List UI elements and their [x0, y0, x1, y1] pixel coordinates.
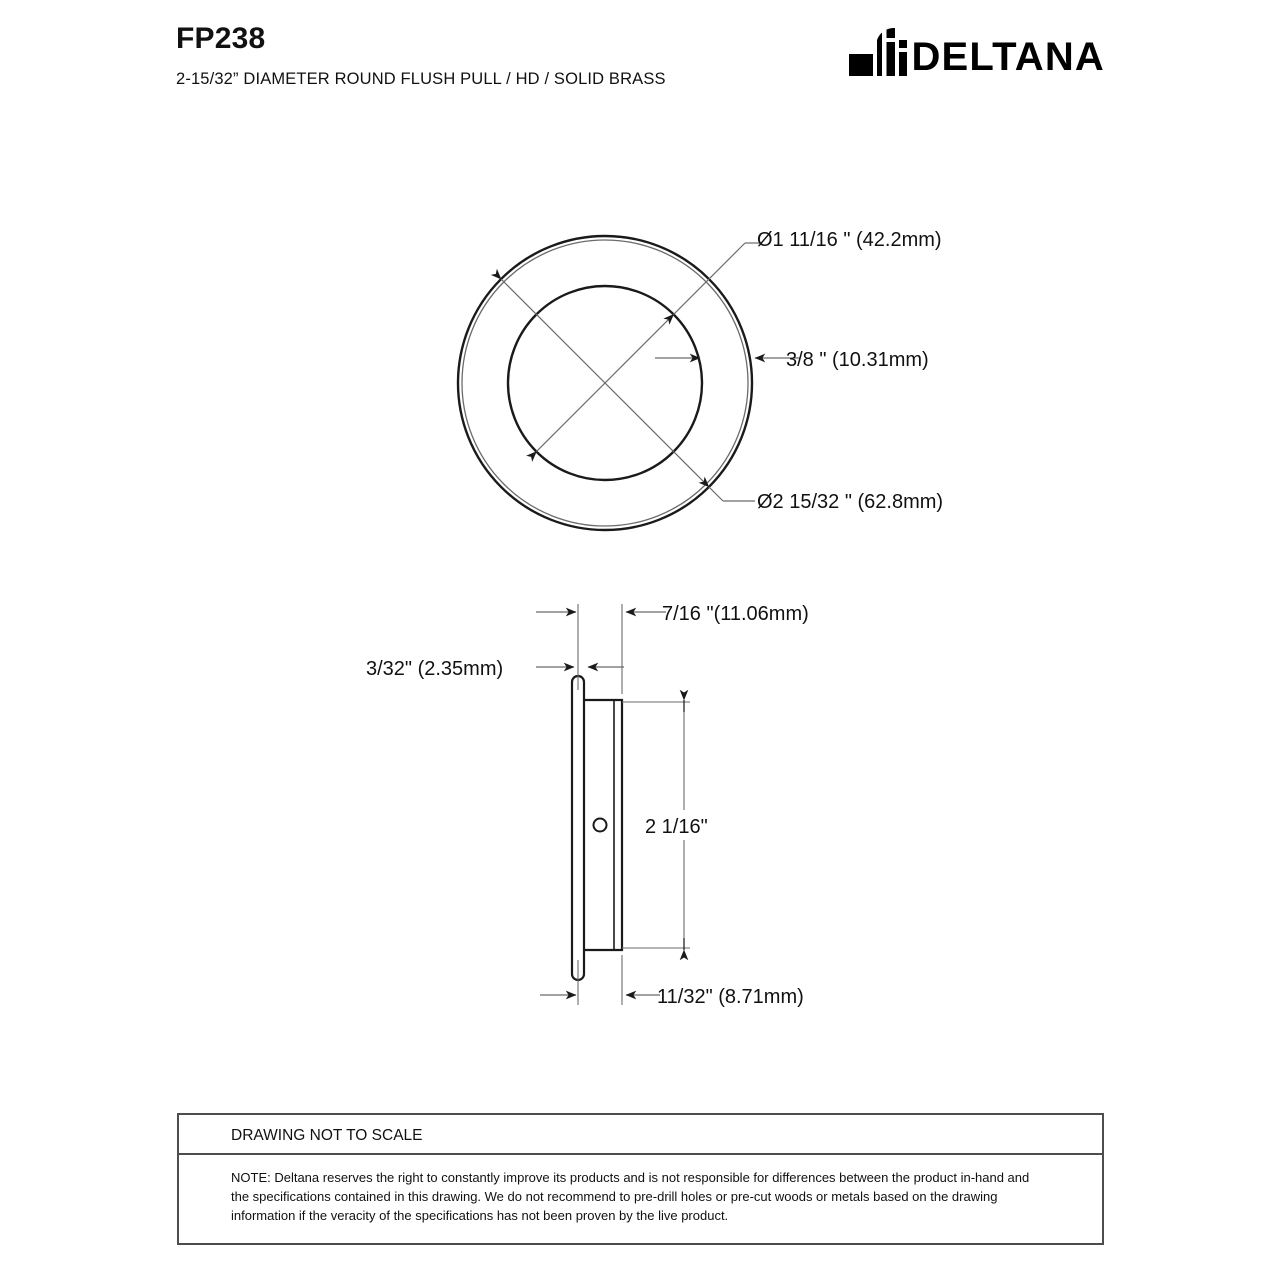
product-description: 2-15/32” DIAMETER ROUND FLUSH PULL / HD / SOLID BRASS [176, 70, 666, 88]
note-box-title: DRAWING NOT TO SCALE [231, 1127, 423, 1144]
outer-diameter-dimension [501, 279, 943, 513]
inner-diameter-dimension [536, 229, 941, 452]
cup-depth-dimension [536, 603, 809, 625]
lip-offset-label: 11/32" (8.71mm) [657, 986, 804, 1008]
note-box-line-2: the specifications contained in this drawing. We do not recommend to pre-drill holes or pre-cut woods or metals based on the drawing [231, 1189, 998, 1204]
body-height-label: 2 1/16" [645, 816, 708, 838]
mounting-hole [594, 819, 607, 832]
flange-plate-profile [572, 676, 584, 980]
flange-thickness-label: 3/32" (2.35mm) [366, 658, 504, 680]
cup-depth-label: 7/16 "(11.06mm) [662, 603, 809, 625]
side-view-geometry [572, 676, 622, 980]
note-box-line-1: NOTE: Deltana reserves the right to constantly improve its products and is not responsible for differences between the product in-hand and [231, 1170, 1030, 1185]
note-box [178, 1114, 1103, 1244]
cup-body-profile [584, 700, 622, 950]
side-view-extension-lines [578, 604, 690, 1005]
rim-width-label: 3/8 " (10.31mm) [786, 349, 929, 371]
outer-diameter-leader-diagonal [709, 487, 723, 501]
page-title: FP238 [176, 22, 266, 55]
inner-diameter-label: Ø1 11/16 " (42.2mm) [757, 229, 942, 251]
note-box-line-3: information if the veracity of the specifications has not been proven by the live product. [231, 1208, 729, 1223]
lip-offset-dimension [540, 986, 804, 1008]
flange-thickness-dimension [366, 658, 624, 680]
inner-diameter-leader-diagonal [674, 243, 745, 314]
body-height-dimension [645, 700, 708, 950]
deltana-wordmark: DELTANA [911, 35, 1105, 79]
outer-diameter-label: Ø2 15/32 " (62.8mm) [757, 491, 944, 513]
